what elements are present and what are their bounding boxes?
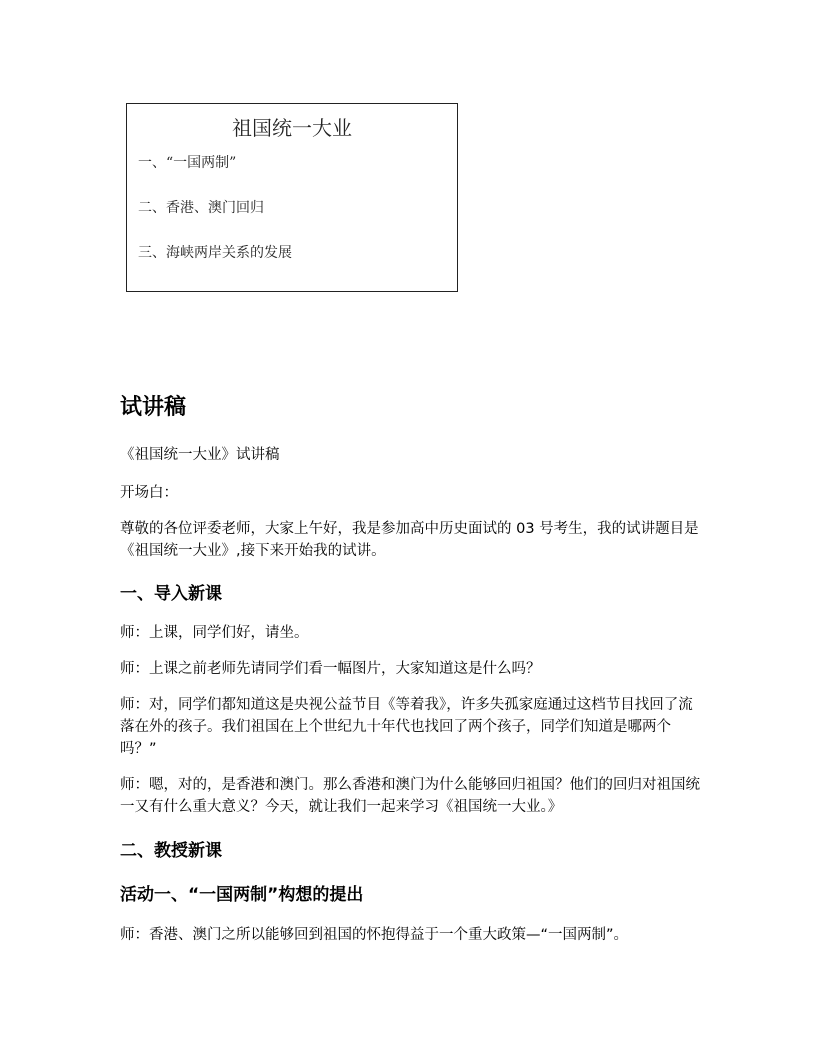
activity-paragraph-1: 师：香港、澳门之所以能够回到祖国的怀抱得益于一个重大政策—“一国两制”。 [120,927,629,943]
slide-item-1: 一、“一国两制” [138,155,237,171]
intro-paragraph-1: 师：上课，同学们好，请坐。 [120,625,309,641]
slide-item-2: 二、香港、澳门回归 [138,200,264,216]
document-heading: 试讲稿 [120,395,187,420]
section-title-teaching: 二、教授新课 [120,841,222,861]
intro-paragraph-3: 师：对，同学们都知道这是央视公益节目《等着我》，许多失孤家庭通过这档节目找回了流落在外的孩子。我们祖国在上个世纪九十年代也找回了两个孩子，同学们知道是哪两个吗？” [120,697,693,757]
slide-title: 祖国统一大业 [232,116,352,140]
slide-thumbnail [126,103,458,292]
opening-paragraph: 尊敬的各位评委老师，大家上午好，我是参加高中历史面试的 03 号考生，我的试讲题目是《祖国统一大业》,接下来开始我的试讲。 [120,521,699,559]
document-subtitle: 《祖国统一大业》试讲稿 [120,447,280,463]
activity-title: 活动一、“一国两制”构想的提出 [120,885,364,905]
section-title-intro: 一、导入新课 [120,584,222,604]
intro-paragraph-4: 师：嗯，对的，是香港和澳门。那么香港和澳门为什么能够回归祖国？他们的回归对祖国统一又有什么重大意义？今天，就让我们一起来学习《祖国统一大业。》 [120,777,700,815]
slide-item-3: 三、海峡两岸关系的发展 [138,245,292,261]
intro-paragraph-2: 师：上课之前老师先请同学们看一幅图片，大家知道这是什么吗？ [120,661,541,677]
opening-label: 开场白： [120,485,178,501]
